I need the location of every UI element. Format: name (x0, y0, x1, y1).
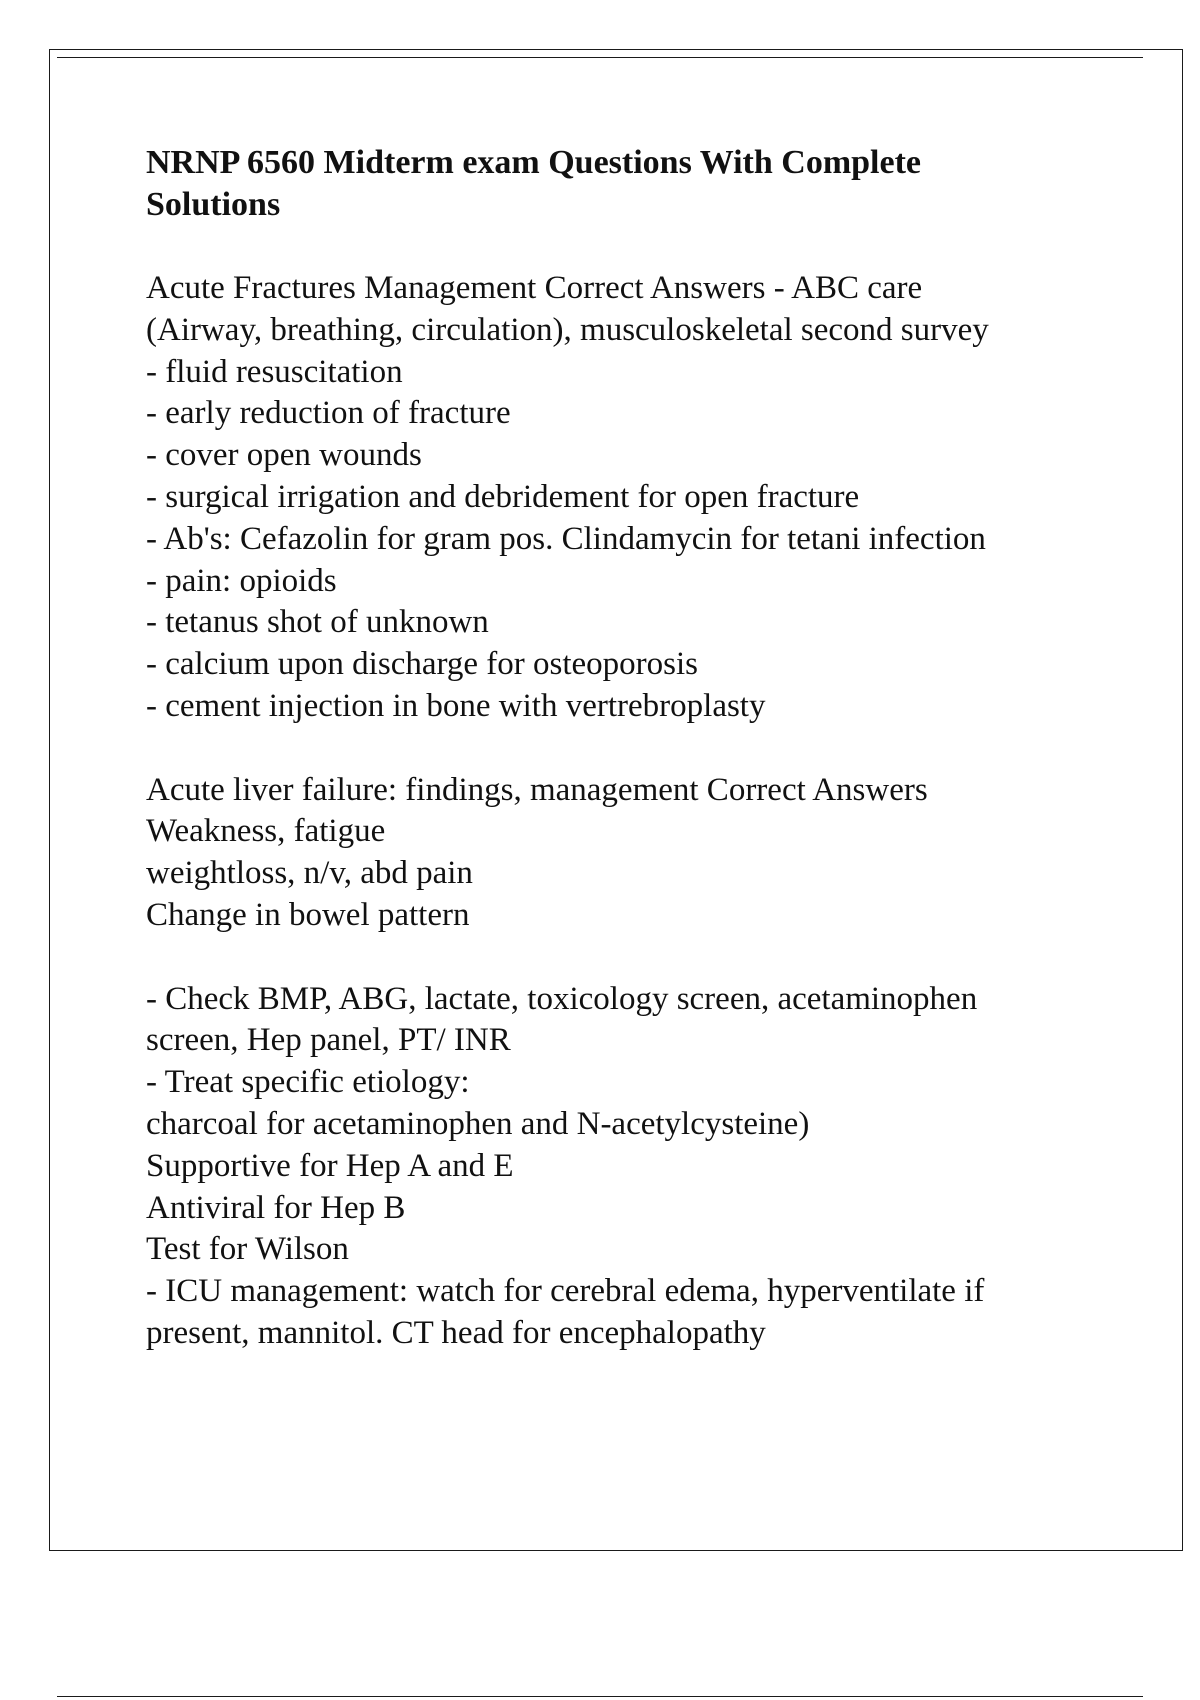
text-line: - cover open wounds (146, 437, 422, 474)
text-line: - Treat specific etiology: (146, 1064, 470, 1101)
title-line-1: NRNP 6560 Midterm exam Questions With Complete (146, 144, 922, 181)
text-line: - early reduction of fracture (146, 395, 511, 432)
header-rule (57, 57, 1143, 58)
text-line: - surgical irrigation and debridement for open fracture (146, 478, 860, 515)
section-liver-management (146, 979, 1106, 1355)
text-line: present, mannitol. CT head for encephalopathy (146, 1314, 766, 1351)
paragraph-gap (146, 728, 1106, 770)
text-line: (Airway, breathing, circulation), musculoskeletal second survey (146, 311, 989, 348)
text-line: weightloss, n/v, abd pain (146, 855, 473, 892)
text-line: Change in bowel pattern (146, 896, 470, 933)
footer-rule (57, 1696, 1143, 1697)
paragraph-gap (146, 937, 1106, 979)
title-line-2: Solutions (146, 186, 281, 223)
text-line: Supportive for Hep A and E (146, 1147, 514, 1184)
text-line: screen, Hep panel, PT/ INR (146, 1022, 511, 1059)
text-line: - ICU management: watch for cerebral edema, hyperventilate if (146, 1273, 985, 1310)
text-line: - Ab's: Cefazolin for gram pos. Clindamycin for tetani infection (146, 520, 986, 557)
text-line: Antiviral for Hep B (146, 1189, 406, 1226)
document-body (146, 142, 1106, 1355)
text-line: Acute Fractures Management Correct Answers - ABC care (146, 270, 923, 306)
section-acute-liver-failure (146, 770, 1106, 937)
text-line: charcoal for acetaminophen and N-acetylcysteine) (146, 1105, 810, 1142)
text-line: - tetanus shot of unknown (146, 604, 489, 641)
text-line: - Check BMP, ABG, lactate, toxicology screen, acetaminophen (146, 980, 978, 1017)
text-line: - calcium upon discharge for osteoporosis (146, 646, 699, 683)
section-acute-fractures (146, 268, 1106, 728)
text-line: - pain: opioids (146, 562, 337, 599)
text-line: - cement injection in bone with vertrebroplasty (146, 687, 766, 724)
text-line: Test for Wilson (146, 1231, 349, 1268)
document-title (146, 142, 1106, 226)
text-line: Weakness, fatigue (146, 813, 386, 850)
text-line: Acute liver failure: findings, management Correct Answers (146, 771, 928, 808)
text-line: - fluid resuscitation (146, 353, 403, 390)
